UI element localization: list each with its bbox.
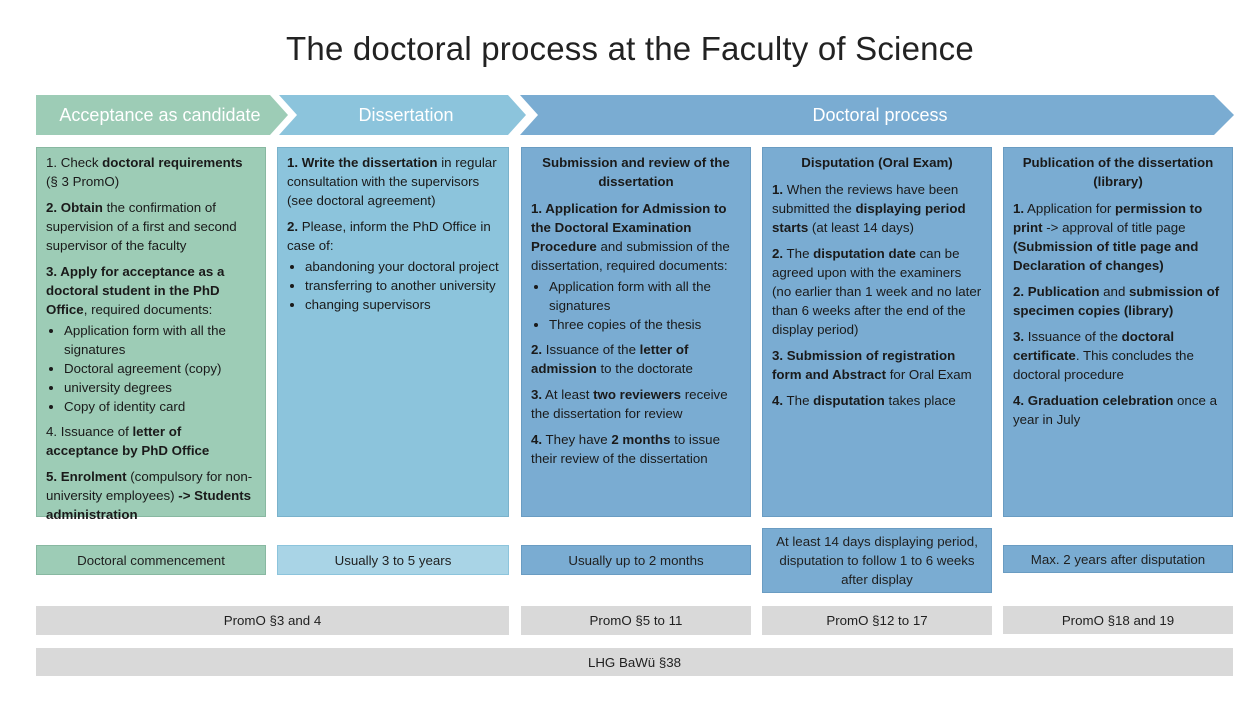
disputation-steps: Disputation (Oral Exam) 1. When the reviews have been submitted the displaying period starts (at least 14 days) 2. The disputation date can be agreed upon with the examiners (no earlier than 1 week and no later than 6 weeks after the end of the display period) 3. Submission of registration form and Abstract for Oral Exam 4. The disputation takes place xyxy=(762,147,992,517)
acceptance-documents-list xyxy=(46,321,256,416)
regulation-promo-12-17: PromO §12 to 17 xyxy=(762,606,992,635)
submission-heading: Submission and review of the dissertation xyxy=(542,155,730,189)
phase-label-dissertation: Dissertation xyxy=(358,105,454,125)
law-lhg: LHG BaWü §38 xyxy=(36,648,1233,676)
regulation-promo-5-11: PromO §5 to 11 xyxy=(521,606,751,635)
list-item: • Three copies of the thesis xyxy=(549,315,741,334)
acceptance-steps: 1. Check doctoral requirements (§ 3 PromO) 2. Obtain the confirmation of supervision of a first and second supervisor of the faculty 3. Apply for acceptance as a doctoral student in the PhD Office, required documents: • Application form with all the signatures • Doctoral agreement (copy) • university degrees • Copy of identity card 4. Issuance of letter of acceptance by PhD Office 5. Enrolment (compulsory for non-university employees) -> Students administration xyxy=(36,147,266,517)
list-item: • Application form with all the signatures xyxy=(64,321,256,359)
phase-label-doctoral: Doctoral process xyxy=(812,105,948,125)
inform-cases-list xyxy=(287,257,499,314)
page-title: The doctoral process at the Faculty of Science xyxy=(286,30,974,67)
publication-steps: Publication of the dissertation (library) 1. Application for permission to print -> approval of title page (Submission of title page and Declaration of changes) 2. Publication and submission of specimen copies (library) 3. Issuance of the doctoral certificate. This concludes the doctoral procedure 4. Graduation celebration once a year in July xyxy=(1003,147,1233,517)
phase-label-acceptance: Acceptance as candidate xyxy=(59,105,261,125)
submission-documents-list xyxy=(531,277,741,334)
dissertation-steps: 1. Write the dissertation in regular consultation with the supervisors (see doctoral agreement) 2. Please, inform the PhD Office in case of: • abandoning your doctoral project • transferring to another university • changing supervisors xyxy=(277,147,509,517)
list-item: • changing supervisors xyxy=(305,295,499,314)
duration-dissertation: Usually 3 to 5 years xyxy=(277,545,509,575)
regulation-promo-3-4: PromO §3 and 4 xyxy=(36,606,509,635)
list-item: • Application form with all the signatures xyxy=(549,277,741,315)
duration-publication: Max. 2 years after disputation xyxy=(1003,545,1233,573)
duration-review: Usually up to 2 months xyxy=(521,545,751,575)
duration-disputation: At least 14 days displaying period, disputation to follow 1 to 6 weeks after display xyxy=(762,528,992,593)
regulation-promo-18-19: PromO §18 and 19 xyxy=(1003,606,1233,634)
list-item: • transferring to another university xyxy=(305,276,499,295)
disputation-heading: Disputation (Oral Exam) xyxy=(801,155,953,170)
list-item: • Doctoral agreement (copy) xyxy=(64,359,256,378)
publication-heading: Publication of the dissertation (library) xyxy=(1022,155,1214,189)
list-item: • abandoning your doctoral project xyxy=(305,257,499,276)
duration-acceptance: Doctoral commencement xyxy=(36,545,266,575)
list-item: • Copy of identity card xyxy=(64,397,256,416)
submission-review-steps: Submission and review of the dissertation 1. Application for Admission to the Doctoral Examination Procedure and submission of the dissertation, required documents: • Application form with all the signatures • Three copies of the thesis 2. Issuance of the letter of admission to the doctorate 3. At least two reviewers receive the dissertation for review 4. They have 2 months to issue their review of the dissertation xyxy=(521,147,751,517)
list-item: • university degrees xyxy=(64,378,256,397)
